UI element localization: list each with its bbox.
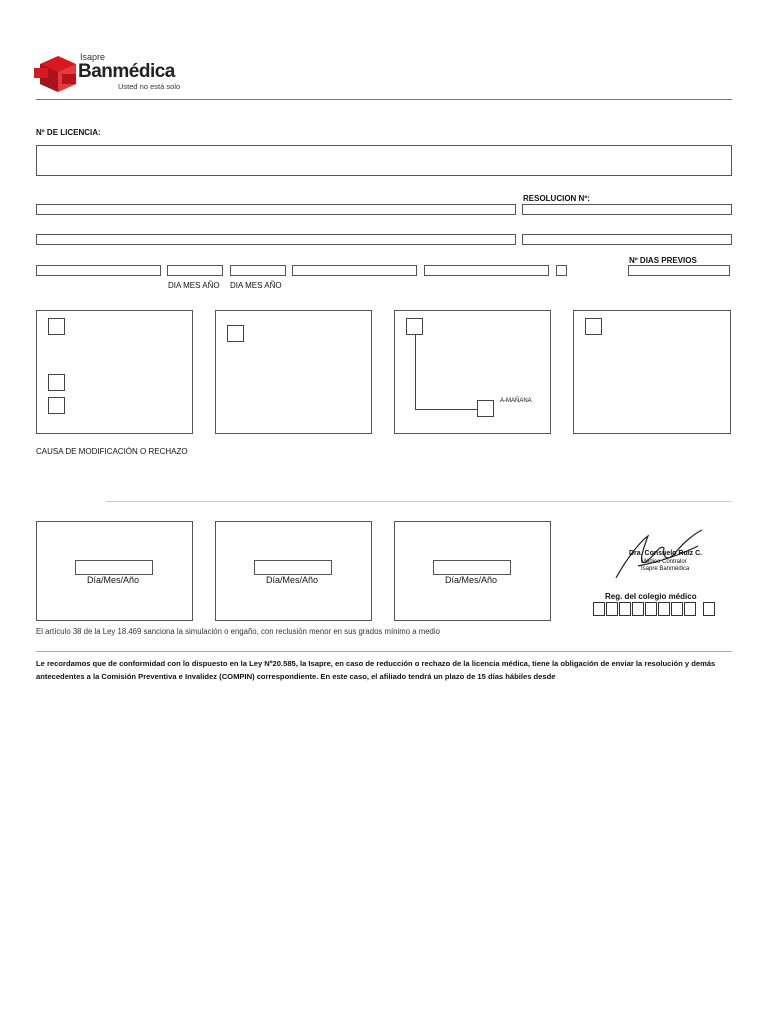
field-row3-e[interactable] xyxy=(424,265,549,276)
option-panel-2 xyxy=(215,310,372,434)
signature-role: Médico Contralor xyxy=(641,559,687,565)
option-panel-4 xyxy=(573,310,731,434)
field-row2-right[interactable] xyxy=(522,234,732,245)
signature-org: Isapre Banmédica xyxy=(641,566,690,572)
date-day-field-2[interactable] xyxy=(230,265,286,276)
causa-divider xyxy=(106,501,732,502)
reg-cell[interactable] xyxy=(619,602,631,616)
field-row3-d[interactable] xyxy=(292,265,417,276)
option-panel-1 xyxy=(36,310,193,434)
resolucion-field[interactable] xyxy=(522,204,732,215)
legal-divider xyxy=(36,651,732,652)
brand-tagline: Usted no está solo xyxy=(118,82,181,91)
date-panel-2 xyxy=(215,521,372,621)
panel3-checkbox-manana[interactable] xyxy=(477,400,494,417)
reg-cell[interactable] xyxy=(593,602,605,616)
panel1-checkbox-a[interactable] xyxy=(48,318,65,335)
logo xyxy=(34,52,184,96)
date-panel-caption-1: Día/Mes/Año xyxy=(87,575,140,585)
reg-cell[interactable] xyxy=(645,602,657,616)
reg-cell[interactable] xyxy=(684,602,696,616)
panel3-checkbox-a[interactable] xyxy=(406,318,423,335)
date-day-field-1[interactable] xyxy=(167,265,223,276)
date-input-2[interactable] xyxy=(254,560,332,575)
brand-name: Banmédica xyxy=(78,61,175,82)
row3-checkbox[interactable] xyxy=(556,265,567,276)
panel1-checkbox-c[interactable] xyxy=(48,397,65,414)
header-divider xyxy=(36,99,732,100)
field-row2-left[interactable] xyxy=(36,234,516,245)
field-row3-a[interactable] xyxy=(36,265,161,276)
date-panel-caption-3: Día/Mes/Año xyxy=(445,575,498,585)
date-input-3[interactable] xyxy=(433,560,511,575)
dias-previos-field[interactable] xyxy=(628,265,730,276)
banmedica-logo-icon xyxy=(34,54,78,94)
panel4-checkbox-a[interactable] xyxy=(585,318,602,335)
causa-label: CAUSA DE MODIFICACIÓN O RECHAZO xyxy=(36,447,188,456)
manana-label: A-MAÑANA xyxy=(500,398,532,404)
option-panel-3 xyxy=(394,310,551,434)
dias-previos-label: Nº DIAS PREVIOS xyxy=(629,256,697,265)
signature-name: Dra. Consuelo Ruiz C. xyxy=(629,550,703,557)
licencia-field[interactable] xyxy=(36,145,732,176)
resolucion-label: RESOLUCION Nº: xyxy=(523,194,590,203)
date-panel-1 xyxy=(36,521,193,621)
legal-text: El artículo 38 de la Ley 18.469 sanciona la simulación o engaño, con reclusión menor en sus grados mínimo a medio xyxy=(36,627,440,636)
date-panel-caption-2: Día/Mes/Año xyxy=(266,575,319,585)
reg-cell[interactable] xyxy=(632,602,644,616)
date-panel-3 xyxy=(394,521,551,621)
reg-cell[interactable] xyxy=(658,602,670,616)
reg-cell-check[interactable] xyxy=(703,602,715,616)
reg-cell[interactable] xyxy=(671,602,683,616)
field-row1-left[interactable] xyxy=(36,204,516,215)
date-caption-1: DIA MES AÑO xyxy=(168,281,220,290)
brand-small: Isapre xyxy=(80,52,106,62)
reg-colegio-label: Reg. del colegio médico xyxy=(605,592,697,601)
reg-cell[interactable] xyxy=(606,602,618,616)
panel2-checkbox-a[interactable] xyxy=(227,325,244,342)
licencia-label: Nº DE LICENCIA: xyxy=(36,128,101,137)
notice-text: Le recordamos que de conformidad con lo dispuesto en la Ley Nº20.585, la Isapre, en caso de reducción o rechazo de la licencia médica, tiene la obligación de enviar la resolución y demás antecedentes a la Comisión Preventiva e Invalidez (COMPIN) correspondiente. En este caso, el afiliado tendrá un plazo de 15 días hábiles desde xyxy=(36,659,716,681)
connector-line xyxy=(415,335,478,410)
date-caption-2: DIA MES AÑO xyxy=(230,281,282,290)
date-input-1[interactable] xyxy=(75,560,153,575)
panel1-checkbox-b[interactable] xyxy=(48,374,65,391)
